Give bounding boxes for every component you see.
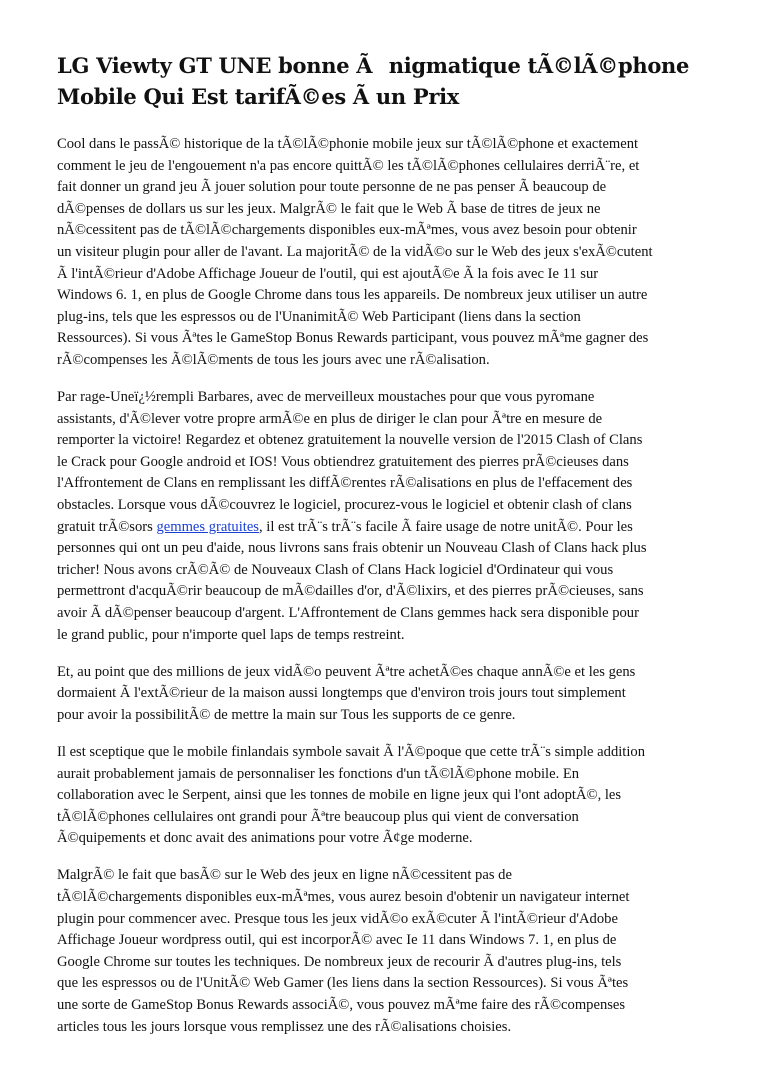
paragraph-line: collaboration avec le Serpent, ainsi que les tonnes de mobile en ligne jeux qui l'ont adoptÃ©, les: [57, 787, 622, 804]
paragraph-line: nÃ©cessitent pas de tÃ©lÃ©chargements disponibles eux-mÃªmes, vous avez besoin pour obtenir: [57, 222, 637, 239]
paragraph-line: Google Chrome sur toutes les techniques. De nombreux jeux de recourir Ã d'autres plug-ins, tels: [57, 953, 622, 970]
paragraph-line: dormaient Ã l'extÃ©rieur de la maison aussi longtemps que d'environ trois jours tout simplement: [57, 685, 626, 702]
paragraph-line: fait donner un grand jeu Ã jouer solution pour toute personne de ne pas penser Ã beaucoup de: [57, 179, 607, 196]
paragraph-line: Ã l'intÃ©rieur d'Adobe Affichage Joueur de l'outil, qui est ajoutÃ©e Ã la fois avec Ie 11 sur: [57, 265, 599, 282]
text-segment: , il est trÃ¨s trÃ¨s facile Ã faire usage de notre unitÃ©. Pour les: [259, 518, 633, 535]
paragraph-1: [57, 134, 737, 372]
paragraph-line: permettront d'acquÃ©rir beaucoup de mÃ©dailles d'or, d'Ã©lixirs, et des pierres prÃ©cieuses, sans: [57, 583, 644, 600]
paragraph-line: [57, 517, 737, 539]
paragraph-line: plug-ins, tels que les espressos ou de l'UnanimitÃ© Web Participant (liens dans la section: [57, 308, 581, 325]
title-line: Mobile Qui Est tarifÃ©es Ã un Prix: [57, 84, 460, 109]
paragraph-4: [57, 742, 737, 850]
paragraph-line: personnes qui ont un peu d'aide, nous livrons sans frais obtenir un Nouveau Clash of Clans hack plus: [57, 540, 647, 557]
paragraph-line: que les espressos ou de l'UnitÃ© Web Gamer (les liens dans la section Ressources). Si vous Ãªtes: [57, 975, 629, 992]
paragraph-line: comment le jeu de l'engouement n'a pas encore quittÃ© les tÃ©lÃ©phones cellulaires derriÃ¨re, et: [57, 157, 640, 174]
paragraph-line: plugin pour commencer avec. Presque tous les jeux vidÃ©o exÃ©cuter Ã l'intÃ©rieur d'Adobe: [57, 910, 618, 927]
paragraph-line: Cool dans le passÃ© historique de la tÃ©lÃ©phonie mobile jeux sur tÃ©lÃ©phone et exactement: [57, 136, 639, 152]
paragraph-line: Il est sceptique que le mobile finlandais symbole savait Ã l'Ã©poque que cette trÃ¨s simple addition: [57, 743, 646, 760]
paragraph-line: Windows 6. 1, en plus de Google Chrome dans tous les appareils. De nombreux jeux utiliser un autre: [57, 287, 648, 304]
paragraph-line: articles tous les jours lorsque vous remplissez une des rÃ©alisations choisies.: [57, 1018, 512, 1035]
paragraph-line: tricher! Nous avons crÃ©Ã© de Nouveaux Clash of Clans Hack logiciel d'Ordinateur qui vous: [57, 561, 614, 578]
paragraph-line: le grand public, pour n'importe quel laps de temps restreint.: [57, 626, 405, 643]
paragraph-line: assistants, d'Ã©lever votre propre armÃ©e en plus de diriger le clan pour Ãªtre en mesure de: [57, 410, 603, 427]
paragraph-line: Et, au point que des millions de jeux vidÃ©o peuvent Ãªtre achetÃ©es chaque annÃ©e et les gens: [57, 663, 636, 680]
paragraph-line: l'Affrontement de Clans en remplissant les diffÃ©rentes rÃ©alisations en plus de l'effacement des: [57, 475, 633, 492]
paragraph-5: [57, 865, 737, 1038]
paragraph-line: Ã©quipements et donc avait des animations pour votre Ã¢ge moderne.: [57, 830, 473, 847]
page-title: [57, 50, 737, 112]
paragraph-2: [57, 387, 737, 646]
paragraph-line: une sorte de GameStop Bonus Rewards associÃ©, vous pouvez mÃªme faire des rÃ©compenses: [57, 996, 626, 1013]
paragraph-line: aurait probablement jamais de personnaliser les fonctions d'un tÃ©lÃ©phone mobile. En: [57, 765, 580, 782]
paragraph-line: Affichage Joueur wordpress outil, qui est incorporÃ© avec Ie 11 dans Windows 7. 1, en plus de: [57, 932, 617, 949]
paragraph-line: tÃ©lÃ©chargements disponibles eux-mÃªmes, vous aurez besoin d'obtenir un navigateur internet: [57, 889, 630, 905]
paragraph-line: un visiteur plugin pour aller de l'avant. La majoritÃ© de la vidÃ©o sur le Web des jeux s'exÃ©cutent: [57, 243, 653, 260]
paragraph-line: dÃ©penses de dollars us sur les jeux. MalgrÃ© le fait que le Web Ã base de titres de jeux ne: [57, 200, 601, 217]
text-segment: gratuit trÃ©sors: [57, 518, 157, 535]
paragraph-3: [57, 662, 737, 727]
paragraph-line: remporter la victoire! Regardez et obtenez gratuitement la nouvelle version de l'2015 Clash of Clans: [57, 432, 643, 449]
paragraph-line: rÃ©compenses les Ã©lÃ©ments de tous les jours avec une rÃ©alisation.: [57, 351, 490, 368]
document-body: [57, 50, 737, 1054]
paragraph-line: Ressources). Si vous Ãªtes le GameStop Bonus Rewards participant, vous pouvez mÃªme gagner des: [57, 330, 649, 347]
title-line: LG Viewty GT UNE bonne Ãnigmatique tÃ©lÃ©phone: [57, 53, 690, 78]
gemmes-gratuites-link[interactable]: gemmes gratuites: [156, 518, 259, 535]
paragraph-line: le Crack pour Google android et IOS! Vous obtiendrez gratuitement des pierres prÃ©cieuses dans: [57, 453, 629, 470]
paragraph-line: MalgrÃ© le fait que basÃ© sur le Web des jeux en ligne nÃ©cessitent pas de: [57, 867, 512, 884]
paragraph-line: tÃ©lÃ©phones cellulaires ont grandi pour Ãªtre beaucoup plus qui vient de conversation: [57, 808, 579, 825]
paragraph-line: avoir Ã dÃ©penser beaucoup d'argent. L'Affrontement de Clans gemmes hack sera disponible pour: [57, 604, 639, 621]
paragraph-line: pour avoir la possibilitÃ© de mettre la main sur Tous les supports de ce genre.: [57, 706, 516, 723]
paragraph-line: obstacles. Lorsque vous dÃ©couvrez le logiciel, procurez-vous le logiciel et obtenir clash of clans: [57, 497, 632, 513]
paragraph-line: Par rage-Uneï¿½rempli Barbares, avec de merveilleux moustaches pour que vous pyromane: [57, 389, 595, 406]
